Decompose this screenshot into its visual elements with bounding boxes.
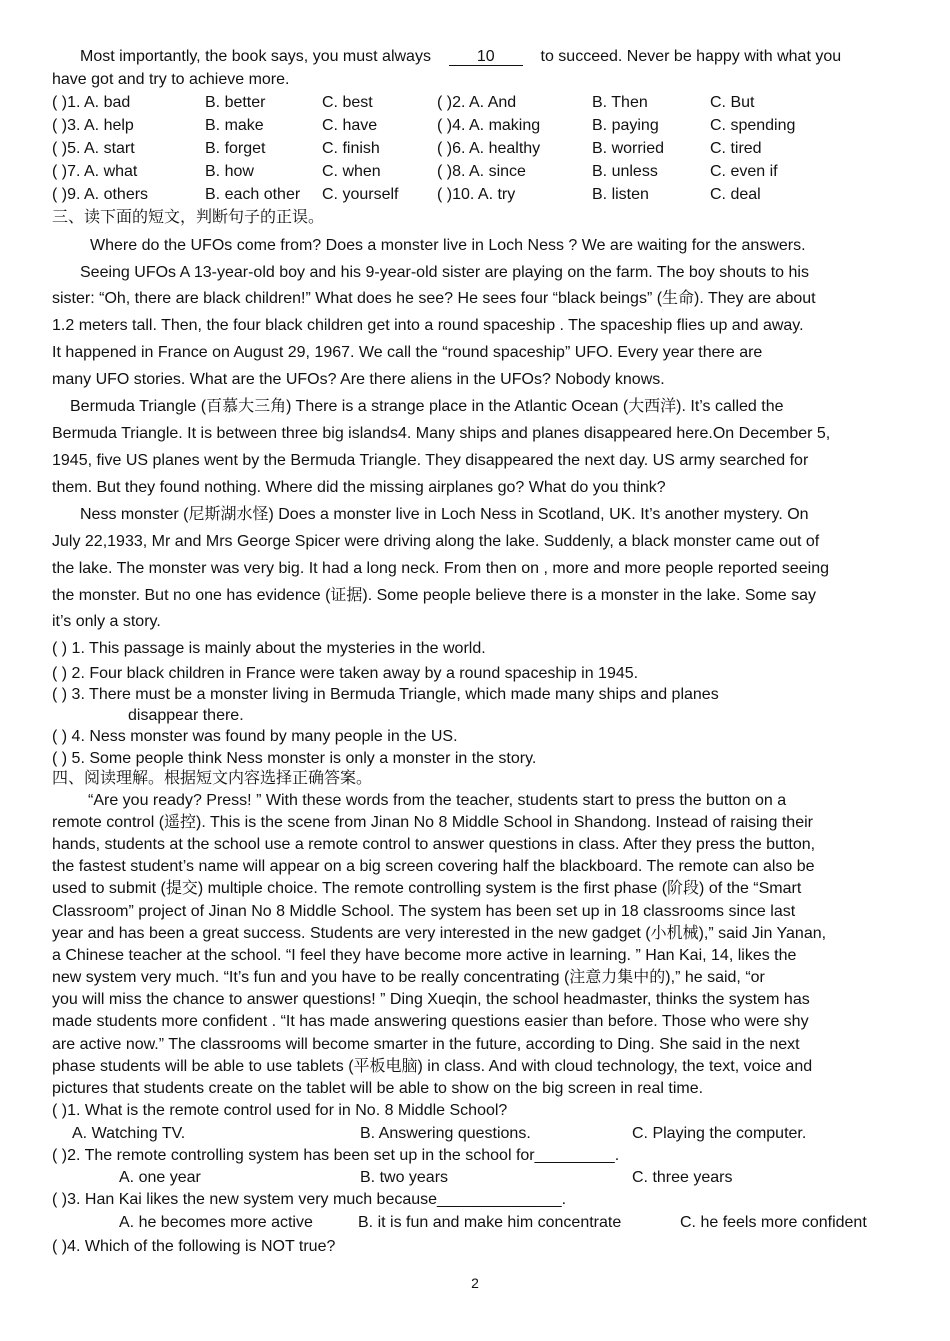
option-q3-c: C. have [322,117,378,134]
tf-question-1: ( ) 1. This passage is mainly about the mysteries in the world. [52,640,486,657]
cloze-line-2: have got and try to achieve more. [52,71,290,88]
cloze-text-b: to succeed. Never be happy with what you [540,48,842,65]
option-q1: ( )1. A. bad [52,94,131,111]
s4-line: hands, students at the school use a remote control to answer questions in class. After they press the button, [52,836,816,853]
s4-line: pictures that students create on the tablet will be able to show on the big screen in real time. [52,1080,704,1097]
blank-10: 10 [449,49,523,66]
option-q9: ( )9. A. others [52,186,149,203]
option-q5-b: B. forget [205,140,266,157]
s4-line: made students more confident . “It has made answering questions easier than before. Those who were shy [52,1013,809,1030]
option-q4-b: B. paying [592,117,659,134]
s4-line: a Chinese teacher at the school. “I feel they have become more active in learning. ” Han Kai, 14, likes the [52,947,797,964]
s3-line: it’s only a story. [52,613,161,630]
page-number: 2 [471,1275,479,1291]
s4-line: “Are you ready? Press! ” With these words from the teacher, students start to press the button on a [88,792,787,809]
mc-q2-option-b: B. two years [360,1169,449,1186]
cloze-line-1 [80,47,910,67]
option-q2-c: C. But [710,94,755,111]
mc-q1-option-a: A. Watching TV. [72,1125,186,1142]
option-q7: ( )7. A. what [52,163,138,180]
option-q9-c: C. yourself [322,186,399,203]
s4-line: Classroom” project of Jinan No 8 Middle School. The system has been set up in 18 classrooms since last [52,903,796,920]
option-q3: ( )3. A. help [52,117,134,134]
mc-question-4: ( )4. Which of the following is NOT true? [52,1238,336,1255]
option-q10-b: B. listen [592,186,649,203]
s3-line: them. But they found nothing. Where did the missing airplanes go? What do you think? [52,479,666,496]
option-q3-b: B. make [205,117,264,134]
option-q7-c: C. when [322,163,381,180]
tf-question-5: ( ) 5. Some people think Ness monster is only a monster in the story. [52,750,537,767]
s3-line: the monster. But no one has evidence (证据). Some people believe there is a monster in the lake. Some say [52,587,816,604]
option-q8: ( )8. A. since [437,163,526,180]
option-q5: ( )5. A. start [52,140,135,157]
cloze-text-a: Most importantly, the book says, you must always [80,48,431,65]
mc-question-2: ( )2. The remote controlling system has been set up in the school for_________. [52,1147,620,1164]
s3-line: sister: “Oh, there are black children!” What does he see? He sees four “black beings” (生命). They are about [52,290,816,307]
s3-line: Bermuda Triangle. It is between three big islands4. Many ships and planes disappeared here.On December 5, [52,425,831,442]
mc-question-3: ( )3. Han Kai likes the new system very much because______________. [52,1191,567,1208]
s3-line: 1945, five US planes went by the Bermuda Triangle. They disappeared the next day. US army searched for [52,452,809,469]
option-q2: ( )2. A. And [437,94,517,111]
section4-heading: 四、阅读理解。根据短文内容选择正确答案。 [52,768,373,787]
s3-line: It happened in France on August 29, 1967. We call the “round spaceship” UFO. Every year there are [52,344,763,361]
s3-line: many UFO stories. What are the UFOs? Are there aliens in the UFOs? Nobody knows. [52,371,665,388]
mc-question-1: ( )1. What is the remote control used for in No. 8 Middle School? [52,1102,508,1119]
s3-line: 1.2 meters tall. Then, the four black children get into a round spaceship . The spaceship flies up and away. [52,317,804,334]
mc-q2-option-c: C. three years [632,1169,733,1186]
s4-line: are active now.” The classrooms will become smarter in the future, according to Ding. She said in the next [52,1036,800,1053]
mc-q2-option-a: A. one year [119,1169,201,1186]
s4-line: year and has been a great success. Students are very interested in the new gadget (小机械),” said Jin Yanan, [52,925,827,942]
tf-question-3: ( ) 3. There must be a monster living in Bermuda Triangle, which made many ships and planes [52,686,719,703]
option-q9-b: B. each other [205,186,301,203]
s4-line: you will miss the chance to answer questions! ” Ding Xueqin, the school headmaster, thinks the system has [52,991,810,1008]
option-q6-b: B. worried [592,140,665,157]
mc-q3-option-c: C. he feels more confident [680,1214,867,1231]
tf-question-2: ( ) 2. Four black children in France were taken away by a round spaceship in 1945. [52,665,639,682]
s3-line: Seeing UFOs A 13-year-old boy and his 9-year-old sister are playing on the farm. The boy shouts to his [80,264,809,281]
s4-line: new system very much. “It’s fun and you have to be really concentrating (注意力集中的),” he said, “or [52,969,765,986]
mc-q3-option-a: A. he becomes more active [119,1214,313,1231]
option-q2-b: B. Then [592,94,648,111]
option-q1-c: C. best [322,94,373,111]
s3-line: July 22,1933, Mr and Mrs George Spicer were driving along the lake. Suddenly, a black monster came out of [52,533,820,550]
s3-line: Where do the UFOs come from? Does a monster live in Loch Ness ? We are waiting for the answers. [90,237,806,254]
option-q7-b: B. how [205,163,254,180]
tf-question-3-cont: disappear there. [128,707,244,724]
mc-q1-option-b: B. Answering questions. [360,1125,531,1142]
s3-line: Ness monster (尼斯湖水怪) Does a monster live in Loch Ness in Scotland, UK. It’s another mystery. On [80,506,809,523]
option-q6-c: C. tired [710,140,762,157]
option-q4: ( )4. A. making [437,117,541,134]
option-q10: ( )10. A. try [437,186,516,203]
option-q6: ( )6. A. healthy [437,140,541,157]
mc-q1-option-c: C. Playing the computer. [632,1125,807,1142]
option-q10-c: C. deal [710,186,761,203]
section3-heading: 三、读下面的短文，判断句子的正误。 [52,207,325,226]
option-q8-c: C. even if [710,163,778,180]
option-q5-c: C. finish [322,140,380,157]
s3-line: the lake. The monster was very big. It had a long neck. From then on , more and more people reported seeing [52,560,830,577]
s3-line: Bermuda Triangle (百慕大三角) There is a strange place in the Atlantic Ocean (大西洋). It’s called the [70,398,784,415]
s4-line: the fastest student’s name will appear on a big screen covering half the blackboard. The remote can also be [52,858,815,875]
option-q8-b: B. unless [592,163,658,180]
s4-line: phase students will be able to use tablets (平板电脑) in class. And with cloud technology, the text, voice and [52,1058,813,1075]
option-q4-c: C. spending [710,117,796,134]
option-q1-b: B. better [205,94,266,111]
s4-line: remote control (遥控). This is the scene from Jinan No 8 Middle School in Shandong. Instead of raising their [52,814,813,831]
tf-question-4: ( ) 4. Ness monster was found by many people in the US. [52,728,458,745]
mc-q3-option-b: B. it is fun and make him concentrate [358,1214,622,1231]
s4-line: used to submit (提交) multiple choice. The remote controlling system is the first phase (阶段) of the “Smart [52,880,802,897]
